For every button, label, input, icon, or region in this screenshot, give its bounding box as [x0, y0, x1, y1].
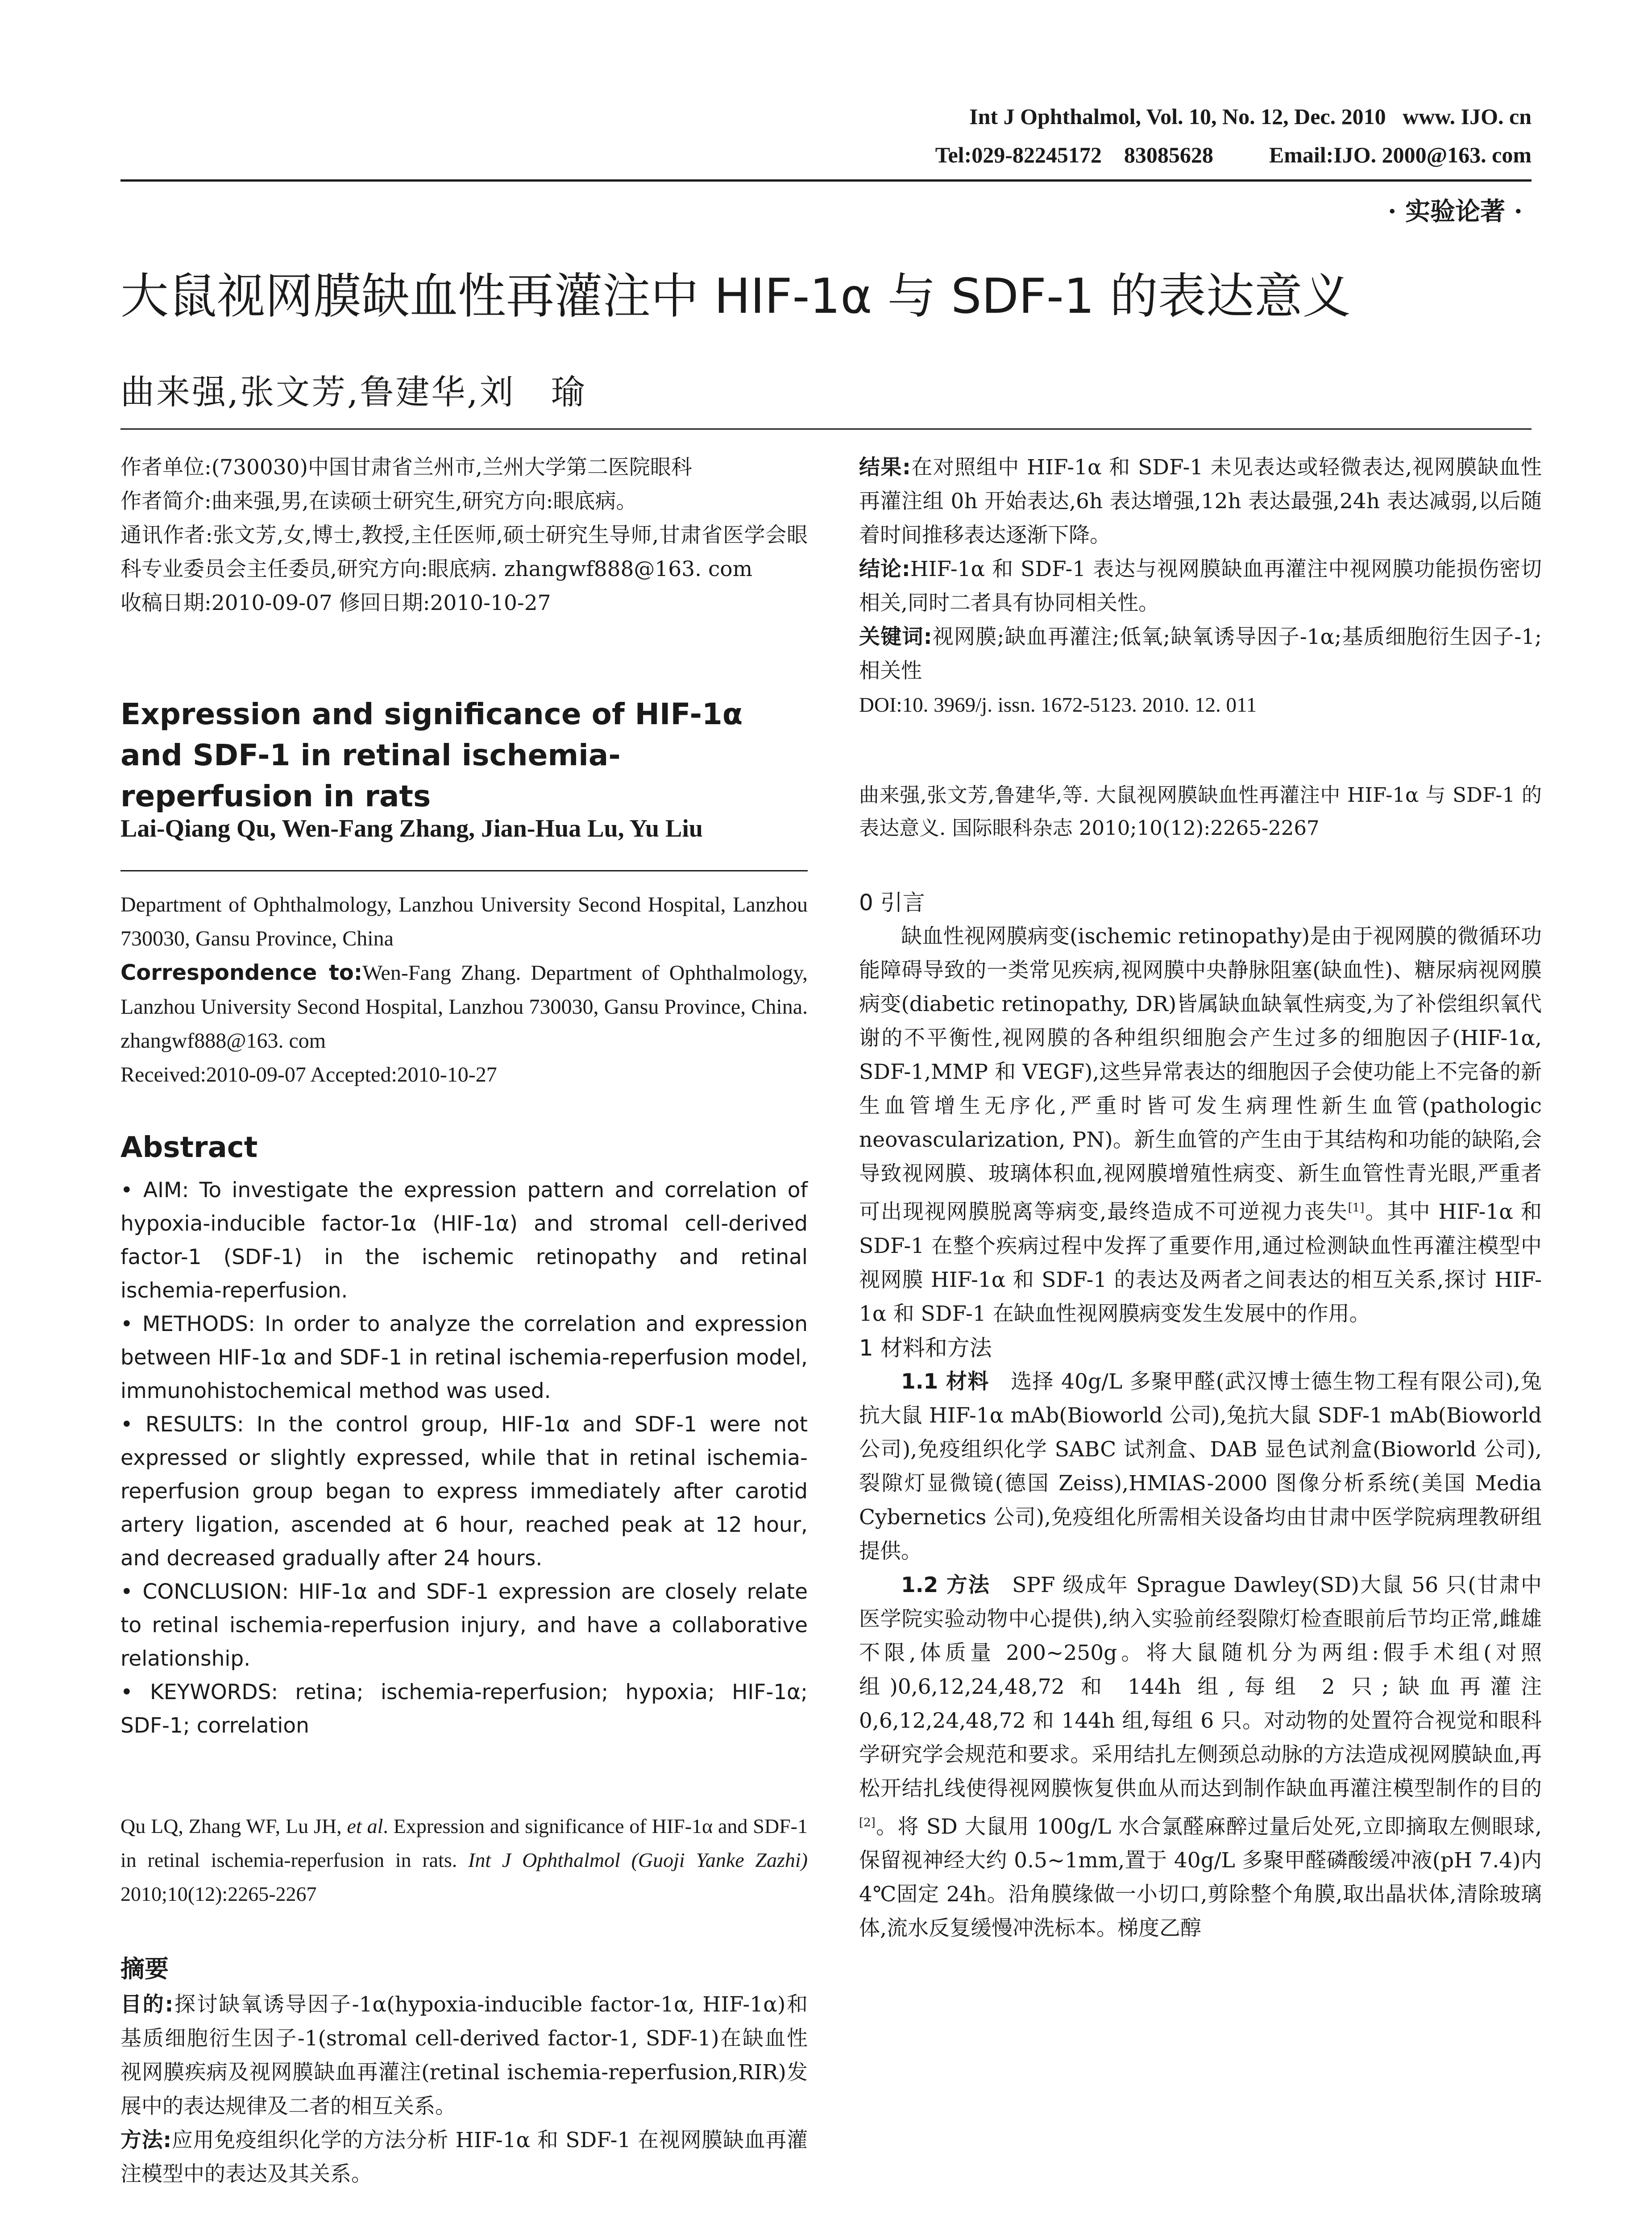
citation-title: . Expression and significance of HIF-1α and SDF-1 in retinal ischemia-reperfusion in rats. — [120, 1815, 808, 1871]
conclusion-label-cn: 结论: — [859, 557, 910, 581]
abstract-chinese-right — [859, 451, 1542, 722]
conclusion-text-cn: HIF-1α 和 SDF-1 表达与视网膜缺血再灌注中视网膜功能损伤密切相关,同时二者具有协同相关性。 — [859, 557, 1542, 615]
introduction-text-2: 。其中 HIF-1α 和 SDF-1 在整个疾病过程中发挥了重要作用,通过检测缺血性再灌注模型中视网膜 HIF-1α 和 SDF-1 的表达及两者之间表达的相互关系,探讨 HIF-1α 和 SDF-1 在缺血性视网膜病变发生发展中的作用。 — [859, 1199, 1542, 1326]
title-chinese: 大鼠视网膜缺血性再灌注中 HIF-1α 与 SDF-1 的表达意义 — [120, 269, 1351, 324]
keywords-label-cn: 关键词: — [859, 625, 932, 649]
corresponding-author: 通讯作者:张文芳,女,博士,教授,主任医师,硕士研究生导师,甘肃省医学会眼科专业委员会主任委员,研究方向:眼底病. zhangwf888@163. com — [120, 523, 808, 581]
author-intro: 作者简介:曲来强,男,在读硕士研究生,研究方向:眼底病。 — [120, 489, 637, 514]
authors-english: Lai-Qiang Qu, Wen-Fang Zhang, Jian-Hua Lu, Yu Liu — [120, 815, 703, 842]
department-english: Department of Ophthalmology, Lanzhou University Second Hospital, Lanzhou 730030, Gansu Province, China — [120, 893, 808, 950]
abstract-heading-english: Abstract — [120, 1131, 258, 1164]
correspondence-label: Correspondence to: — [120, 960, 363, 985]
journal-header-line2: Tel:029-82245172 83085628 Email:IJO. 2000@163. com — [935, 142, 1532, 167]
methods-text-2: 。将 SD 大鼠用 100g/L 水合氯醛麻醉过量后处死,立即摘取左侧眼球,保留视神经大约 0.5~1mm,置于 40g/L 多聚甲醛磷酸缓冲液(pH 7.4)内 4℃固定 24h。沿角膜缘做一小切口,剪除整个角膜,取出晶状体,清除玻璃体,流水反复缓慢冲洗标本。梯度乙醇 — [859, 1814, 1542, 1941]
title-english: Expression and significance of HIF-1α and SDF-1 in retinal ischemia-reperfusion in rats — [120, 697, 743, 813]
title-rule — [120, 428, 1532, 430]
journal-header-line1: Int J Ophthalmol, Vol. 10, No. 12, Dec. 2010 www. IJO. cn — [969, 104, 1532, 129]
methods-label-cn: 方法: — [120, 2128, 172, 2152]
results-label-cn: 结果: — [859, 455, 911, 480]
reference-1: [1] — [1348, 1201, 1365, 1215]
methods-text: SPF 级成年 Sprague Dawley(SD)大鼠 56 只(甘肃中医学院实验动物中心提供),纳入实验前经裂隙灯检查眼前后节均正常,雌雄不限,体质量 200~250g。将大鼠随机分为两组:假手术组(对照组)0,6,12,24,48,72 和 144h 组,每组 2 只;缺血再灌注 0,6,12,24,48,72 和 144h 组,每组 6 只。对动物的处置符合视觉和眼科学研究学会规范和要求。采用结扎左侧颈总动脉的方法造成视网膜缺血,再松开结扎线使得视网膜恢复供血从而达到制作缺血再灌注模型制作的目的 — [859, 1572, 1542, 1801]
materials-text: 选择 40g/L 多聚甲醛(武汉博士德生物工程有限公司),兔抗大鼠 HIF-1α mAb(Bioworld 公司),兔抗大鼠 SDF-1 mAb(Bioworld 公司),免疫组织化学 SABC 试剂盒、DAB 显色试剂盒(Bioworld 公司),裂隙灯显微镜(德国 Zeiss),HMIAS-2000 图像分析系统(美国 Media Cybernetics 公司),免疫组化所需相关设备均由甘肃中医学院病理教研组提供。 — [859, 1369, 1542, 1563]
materials-paragraph — [859, 1365, 1542, 1568]
abstract-results: • RESULTS: In the control group, HIF-1α and SDF-1 were not expressed or slightly expressed, while that in retinal ischemia-reperfusion group began to express immediately after carotid artery ligation, ascended at 6 hour, reached peak at 12 hour, and decreased gradually after 24 hours. — [120, 1412, 808, 1571]
doi: DOI:10. 3969/j. issn. 1672-5123. 2010. 12. 011 — [859, 693, 1257, 717]
section-introduction-heading: 0 引言 — [859, 890, 925, 916]
abstract-methods: • METHODS: In order to analyze the correlation and expression between HIF-1α and SDF-1 in retinal ischemia-reperfusion model, immunohistochemical method was used. — [120, 1312, 808, 1403]
dates-english: Received:2010-09-07 Accepted:2010-10-27 — [120, 1063, 497, 1086]
correspondence-text: Wen-Fang Zhang. Department of Ophthalmology, Lanzhou University Second Hospital, Lanzhou 730030, Gansu Province, China. zhangwf888@163. com — [120, 961, 808, 1053]
header-rule — [120, 179, 1532, 182]
correspondence-english — [120, 956, 808, 1058]
introduction-paragraph — [859, 920, 1542, 1331]
dates-chinese: 收稿日期:2010-09-07 修回日期:2010-10-27 — [120, 591, 551, 615]
methods-paragraph — [859, 1568, 1542, 1946]
citation-authors: Qu LQ, Zhang WF, Lu JH, — [120, 1815, 347, 1837]
citation-volume: 2010;10(12):2265-2267 — [120, 1883, 317, 1905]
methods-heading: 1.2 方法 — [901, 1572, 990, 1597]
keywords-text-cn: 视网膜;缺血再灌注;低氧;缺氧诱导因子-1α;基质细胞衍生因子-1;相关性 — [859, 625, 1542, 683]
abstract-keywords: • KEYWORDS: retina; ischemia-reperfusion; hypoxia; HIF-1α; SDF-1; correlation — [120, 1680, 808, 1738]
abstract-english — [120, 1174, 808, 1742]
citation-english — [120, 1809, 808, 1911]
authors-rule — [120, 870, 808, 871]
abstract-conclusion: • CONCLUSION: HIF-1α and SDF-1 expression are closely relate to retinal ischemia-reperfusion injury, and have a collaborative relationship. — [120, 1580, 808, 1671]
abstract-aim: • AIM: To investigate the expression pattern and correlation of hypoxia-inducible factor-1α (HIF-1α) and stromal cell-derived factor-1 (SDF-1) in the ischemic retinopathy and retinal ischemia-reperfusion. — [120, 1178, 808, 1303]
affiliation-english — [120, 888, 808, 1092]
article-category: · 实验论著 · — [1388, 197, 1523, 226]
aim-text-cn: 探讨缺氧诱导因子-1α(hypoxia-inducible factor-1α, HIF-1α)和基质细胞衍生因子-1(stromal cell-derived factor-1, SDF-1)在缺血性视网膜疾病及视网膜缺血再灌注(retinal ischemia-reperfusion,RIR)发展中的表达规律及二者的相互关系。 — [120, 1992, 808, 2119]
introduction-text: 缺血性视网膜病变(ischemic retinopathy)是由于视网膜的微循环功能障碍导致的一类常见疾病,视网膜中央静脉阻塞(缺血性)、糖尿病视网膜病变(diabetic retinopathy, DR)皆属缺血缺氧性病变,为了补偿组织氧代谢的不平衡性,视网膜的各种组织细胞会产生过多的细胞因子(HIF-1α, SDF-1,MMP 和 VEGF),这些异常表达的细胞因子会使功能上不完备的新生血管增生无序化,严重时皆可发生病理性新生血管(pathologic neovascularization, PN)。新生血管的产生由于其结构和功能的缺陷,会导致视网膜、玻璃体积血,视网膜增殖性病变、新生血管性青光眼,严重者可出现视网膜脱离等病变,最终造成不可逆视力丧失 — [859, 924, 1542, 1224]
abstract-heading-chinese: 摘要 — [120, 1955, 169, 1983]
citation-journal: Int J Ophthalmol (Guoji Yanke Zazhi) — [468, 1849, 808, 1871]
aim-label-cn: 目的: — [120, 1992, 174, 2017]
section-materials-methods-heading: 1 材料和方法 — [859, 1335, 992, 1361]
affiliation-unit: 作者单位:(730030)中国甘肃省兰州市,兰州大学第二医院眼科 — [120, 455, 692, 480]
citation-chinese: 曲来强,张文芳,鲁建华,等. 大鼠视网膜缺血性再灌注中 HIF-1α 与 SDF-1 的表达意义. 国际眼科杂志 2010;10(12):2265-2267 — [859, 783, 1542, 840]
affiliation-chinese — [120, 451, 808, 620]
methods-text-cn: 应用免疫组织化学的方法分析 HIF-1α 和 SDF-1 在视网膜缺血再灌注模型中的表达及其关系。 — [120, 2128, 808, 2186]
materials-heading: 1.1 材料 — [901, 1369, 989, 1394]
citation-etal: et al — [347, 1815, 383, 1837]
authors-chinese: 曲来强,张文芳,鲁建华,刘 瑜 — [120, 372, 587, 412]
reference-2: [2] — [859, 1816, 876, 1829]
results-text-cn: 在对照组中 HIF-1α 和 SDF-1 未见表达或轻微表达,视网膜缺血性再灌注组 0h 开始表达,6h 表达增强,12h 表达最强,24h 表达减弱,以后随着时间推移表达逐渐下降。 — [859, 455, 1542, 547]
body-text — [859, 886, 1542, 1945]
abstract-chinese-left — [120, 1988, 808, 2191]
